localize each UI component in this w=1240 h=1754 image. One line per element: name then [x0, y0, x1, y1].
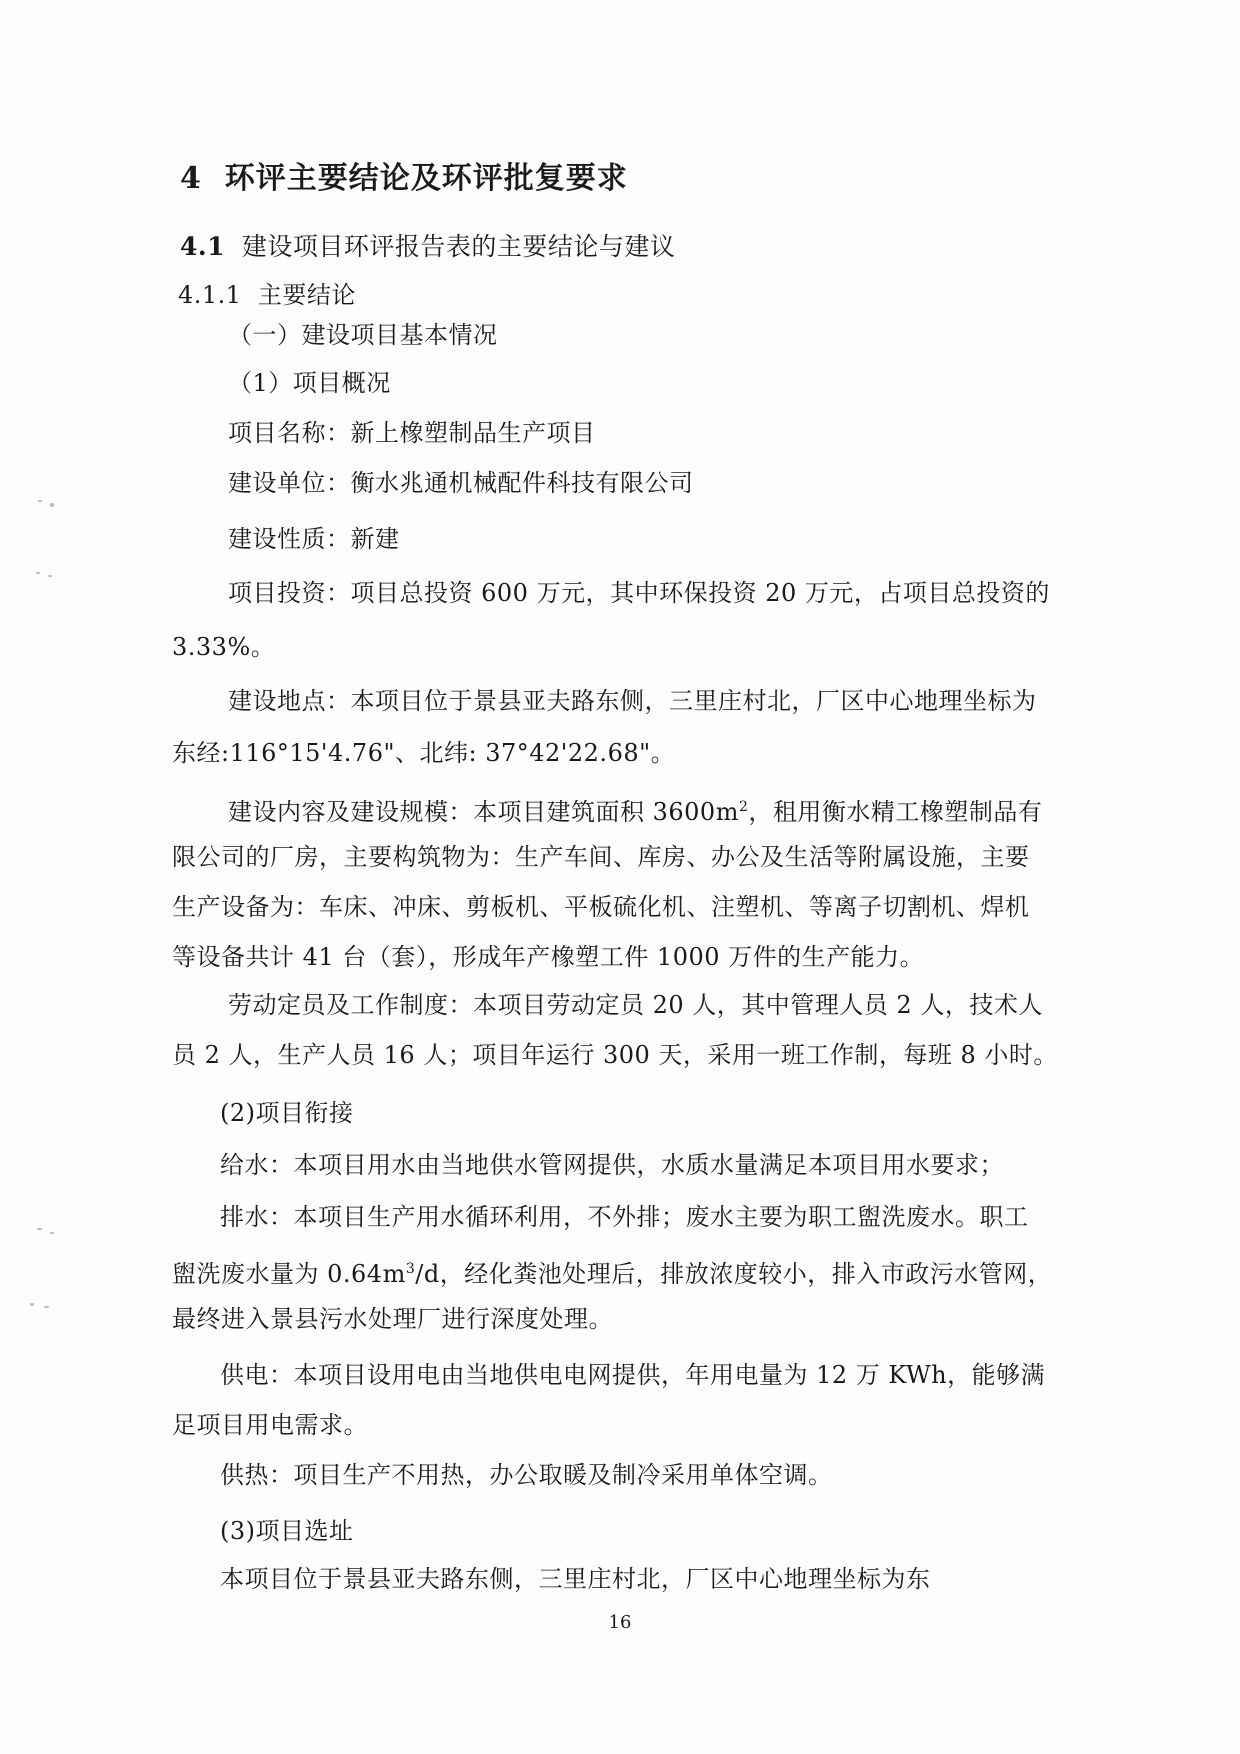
chapter-number: 4	[180, 161, 202, 196]
body-line: 给水：本项目用水由当地供水管网提供，水质水量满足本项目用水要求；	[220, 1151, 1004, 1179]
body-line: 足项目用电需求。	[172, 1411, 368, 1439]
scan-speck	[30, 1303, 34, 1306]
scan-speck	[44, 1306, 49, 1308]
body-line: 本项目位于景县亚夫路东侧，三里庄村北，厂区中心地理坐标为东	[220, 1565, 931, 1593]
body-line: 排水：本项目生产用水循环利用，不外排；废水主要为职工盥洗废水。职工	[220, 1203, 1029, 1231]
body-line: 供热：项目生产不用热，办公取暖及制冷采用单体空调。	[220, 1461, 833, 1489]
body-line: 建设地点：本项目位于景县亚夫路东侧，三里庄村北，厂区中心地理坐标为	[228, 687, 1037, 715]
body-line: 3.33%。	[172, 633, 276, 661]
body-line	[172, 1254, 1052, 1289]
chapter-title: 环评主要结论及环评批复要求	[224, 161, 628, 196]
body-line: （1）项目概况	[228, 369, 391, 397]
superscript: 2	[738, 799, 749, 815]
body-text: 建设内容及建设规模：本项目建筑面积 3600m	[228, 798, 739, 826]
subsection-heading	[178, 280, 356, 310]
body-line: 限公司的厂房，主要构筑物为：生产车间、库房、办公及生活等附属设施，主要	[172, 843, 1030, 871]
superscript: 3	[405, 1261, 416, 1277]
body-text: /d，经化粪池处理后，排放浓度较小，排入市政污水管网，	[415, 1260, 1053, 1288]
scan-speck	[38, 500, 42, 502]
body-line: 建设性质：新建	[228, 525, 400, 553]
scan-speck	[36, 572, 40, 574]
subsection-number: 4.1.1	[178, 281, 242, 309]
body-line	[228, 792, 1042, 827]
body-line: 供电：本项目设用电由当地供电电网提供，年用电量为 12 万 KWh，能够满	[220, 1361, 1046, 1389]
body-line: 建设单位：衡水兆通机械配件科技有限公司	[228, 469, 694, 497]
body-line: 最终进入景县污水处理厂进行深度处理。	[172, 1305, 613, 1333]
page-number: 16	[608, 1612, 632, 1633]
body-line: 项目投资：项目总投资 600 万元，其中环保投资 20 万元，占项目总投资的	[228, 579, 1050, 607]
body-line: 东经:116°15'4.76"、北纬: 37°42'22.68"。	[172, 739, 676, 767]
body-line: (3)项目选址	[220, 1517, 354, 1545]
section-number: 4.1	[180, 232, 225, 261]
body-line: （一）建设项目基本情况	[228, 321, 498, 349]
body-line: 劳动定员及工作制度：本项目劳动定员 20 人，其中管理人员 2 人，技术人	[228, 991, 1043, 1019]
chapter-heading	[180, 161, 628, 196]
body-text: 盥洗废水量为 0.64m	[172, 1260, 406, 1288]
body-line: 项目名称：新上橡塑制品生产项目	[228, 419, 596, 447]
section-heading	[180, 232, 675, 262]
section-title: 建设项目环评报告表的主要结论与建议	[241, 232, 676, 261]
scan-speck	[50, 503, 54, 507]
body-line: 等设备共计 41 台（套），形成年产橡塑工件 1000 万件的生产能力。	[172, 943, 925, 971]
body-line: 员 2 人，生产人员 16 人；项目年运行 300 天，采用一班工作制，每班 8 小时。	[172, 1041, 1058, 1069]
body-line: 生产设备为：车床、冲床、剪板机、平板硫化机、注塑机、等离子切割机、焊机	[172, 893, 1030, 921]
body-line: (2)项目衔接	[220, 1099, 354, 1127]
scan-speck	[48, 575, 52, 577]
body-text: ，租用衡水精工橡塑制品有	[748, 798, 1043, 826]
scan-speck	[37, 1228, 42, 1230]
scan-speck	[50, 1232, 54, 1234]
subsection-title: 主要结论	[257, 281, 356, 309]
